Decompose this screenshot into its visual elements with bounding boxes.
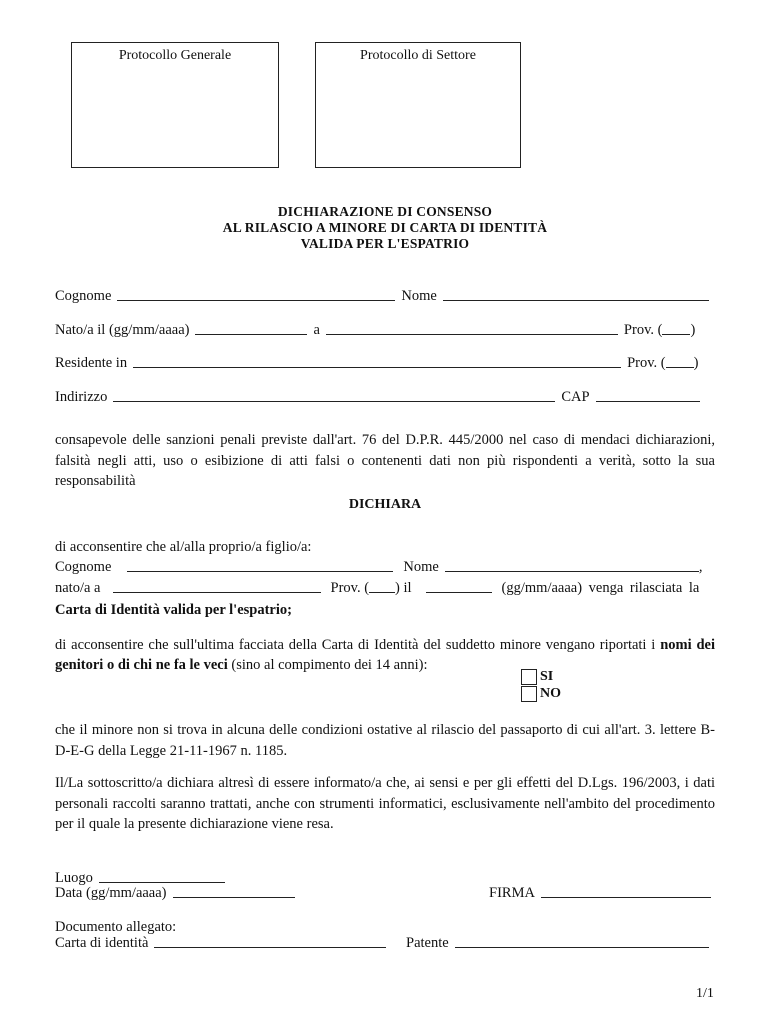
protocollo-settore-label: Protocollo di Settore <box>360 48 476 63</box>
minor-nome-label: Nome <box>403 559 439 575</box>
firma-row <box>489 885 711 902</box>
parents-paragraph <box>55 635 715 675</box>
birth-prov-field[interactable] <box>662 334 690 335</box>
patente-field[interactable] <box>455 947 709 948</box>
minor-prov-close: ) il <box>395 580 412 596</box>
minor-intro: di acconsentire che al/alla proprio/a figlio/a: <box>55 539 312 555</box>
nome-label: Nome <box>401 288 437 304</box>
minor-nome-field[interactable] <box>445 571 699 572</box>
carta-field[interactable] <box>154 947 386 948</box>
parents-text-start: di acconsentire che sull'ultima facciata della Carta di Identità del suddetto minore vengano riportati i <box>55 637 656 653</box>
firma-label: FIRMA <box>489 885 535 901</box>
parents-text-end: (sino al compimento dei 14 anni): <box>231 657 428 673</box>
document-title-line2: AL RILASCIO A MINORE DI CARTA DI IDENTITÀ <box>222 220 548 235</box>
prov-label: Prov. ( <box>623 322 663 338</box>
minor-cognome-label: Cognome <box>55 559 112 575</box>
si-checkbox[interactable] <box>521 669 537 685</box>
birth-place-field[interactable] <box>326 334 618 335</box>
luogo-field[interactable] <box>99 882 225 883</box>
cap-field[interactable] <box>596 401 700 402</box>
minor-carta-text: Carta di Identità valida per l'espatrio; <box>55 602 292 618</box>
residence-prov-field[interactable] <box>666 367 694 368</box>
patente-label: Patente <box>406 935 449 951</box>
minor-prov-field[interactable] <box>369 592 395 593</box>
declarant-address-row <box>55 389 700 406</box>
data-row <box>55 885 295 902</box>
ostative-paragraph: che il minore non si trova in alcuna delle condizioni ostative al rilascio del passaporto di cui all'art. 3. lettere B-D-E-G della Legge 21-11-1967 n. 1185. <box>55 722 715 759</box>
document-title-line1: DICHIARAZIONE DI CONSENSO <box>277 204 493 219</box>
option-si[interactable] <box>521 669 553 685</box>
residence-prov-label: Prov. ( <box>627 355 666 371</box>
minor-name-row <box>55 559 702 576</box>
minor-prov-label: Prov. ( <box>330 580 370 596</box>
minor-nato-label: nato/a a <box>55 580 101 596</box>
no-label: NO <box>540 686 561 701</box>
si-label: SI <box>540 669 554 684</box>
firma-field[interactable] <box>541 897 711 898</box>
privacy-paragraph: Il/La sottoscritto/a dichiara altresì di essere informato/a che, ai sensi e per gli effetti del D.Lgs. 196/2003, i dati personali raccolti saranno trattati, anche con strumenti informatici, esclusivamente nell'ambito del procedimento per il quale la presente dichiarazione viene resa. <box>55 775 715 832</box>
data-label: Data (gg/mm/aaaa) <box>55 885 167 901</box>
cap-label: CAP <box>561 389 590 405</box>
option-no[interactable] <box>521 686 561 702</box>
minor-birth-place-field[interactable] <box>113 592 321 593</box>
residence-field[interactable] <box>133 367 621 368</box>
nato-label: Nato/a il (gg/mm/aaaa) <box>55 322 190 338</box>
indirizzo-label: Indirizzo <box>55 389 108 405</box>
minor-birth-row <box>55 580 699 597</box>
protocollo-generale-label: Protocollo Generale <box>118 48 232 63</box>
nome-field[interactable] <box>443 300 709 301</box>
dichiara-heading: DICHIARA <box>348 497 422 512</box>
documento-label: Documento allegato: <box>55 919 177 935</box>
cognome-field[interactable] <box>117 300 395 301</box>
awareness-paragraph: consapevole delle sanzioni penali previste dall'art. 76 del D.P.R. 445/2000 nel caso di mendaci dichiarazioni, falsità negli atti, uso o esibizione di atti falsi o contenenti dati non più rispondenti a verità, sotto la sua responsabilità <box>55 432 715 489</box>
carta-row <box>55 935 386 952</box>
birth-date-field[interactable] <box>195 334 307 335</box>
document-title-line3: VALIDA PER L'ESPATRIO <box>300 236 470 251</box>
cognome-label: Cognome <box>55 288 112 304</box>
minor-nome-end: , <box>698 559 703 575</box>
prov-close: ) <box>690 322 696 338</box>
protocollo-settore-box <box>315 42 521 168</box>
minor-cognome-field[interactable] <box>127 571 393 572</box>
carta-label: Carta di identità <box>55 935 149 951</box>
declarant-birth-row <box>55 322 695 339</box>
residente-label: Residente in <box>55 355 128 371</box>
address-field[interactable] <box>113 401 555 402</box>
residence-prov-close: ) <box>693 355 699 371</box>
protocollo-generale-box <box>71 42 279 168</box>
page-number: 1/1 <box>696 986 714 1001</box>
minor-birth-date-field[interactable] <box>426 592 492 593</box>
a-label: a <box>313 322 320 338</box>
no-checkbox[interactable] <box>521 686 537 702</box>
minor-venga-text: (gg/mm/aaaa) venga rilasciata la <box>501 580 700 596</box>
patente-row <box>406 935 709 952</box>
declarant-residence-row <box>55 355 698 372</box>
luogo-label: Luogo <box>55 870 93 886</box>
declarant-name-row <box>55 288 709 305</box>
data-field[interactable] <box>173 897 295 898</box>
parents-text-bold: nomi dei genitori o di chi ne fa le veci <box>55 637 716 673</box>
